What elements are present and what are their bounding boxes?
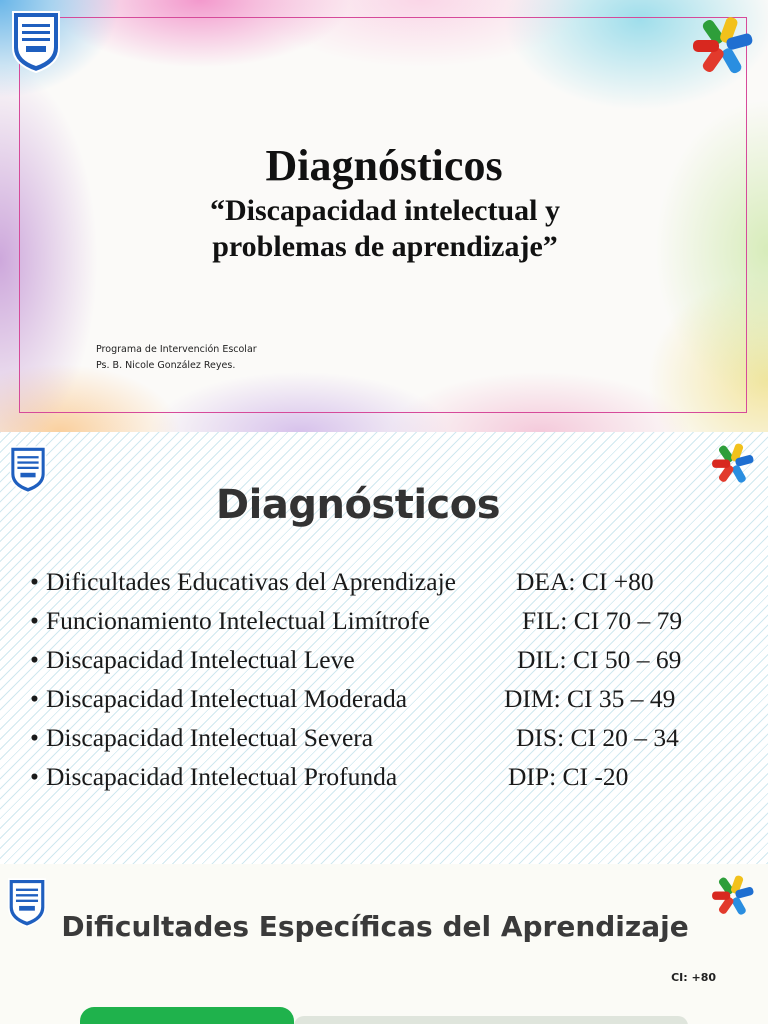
diagnosis-code: DIM: CI 35 – 49 (504, 684, 676, 713)
bullet: • (30, 684, 39, 713)
program-name: Programa de Intervención Escolar (96, 344, 257, 355)
credits (96, 342, 257, 374)
learning-difficulties-slide (0, 864, 768, 1024)
diagnosis-code: FIL: CI 70 – 79 (522, 606, 683, 635)
slide-subtitle: “Discapacidad intelectual y problemas de aprendizaje” (210, 194, 560, 263)
diagnosis-code: DEA: CI +80 (516, 567, 654, 596)
diagnosis-name: Discapacidad Intelectual Profunda (46, 762, 398, 791)
bullet: • (30, 723, 39, 752)
title-slide (0, 0, 768, 432)
author-name: Ps. B. Nicole González Reyes. (96, 360, 236, 371)
bullet: • (30, 567, 39, 596)
hands-logo (690, 10, 756, 80)
diagnosis-name: Dificultades Educativas del Aprendizaje (46, 567, 456, 596)
hands-logo (710, 438, 756, 488)
ci-label: CI: +80 (671, 971, 716, 984)
bullet: • (30, 606, 39, 635)
diagnosis-name: Discapacidad Intelectual Severa (46, 723, 374, 752)
slide-heading: Dificultades Específicas del Aprendizaje (61, 910, 689, 943)
diagnosis-name: Funcionamiento Intelectual Limítrofe (46, 606, 430, 635)
bullet: • (30, 762, 39, 791)
slide-heading: Diagnósticos (215, 482, 501, 528)
diagnosis-code: DIL: CI 50 – 69 (517, 645, 682, 674)
grey-tab-shape (294, 1016, 688, 1024)
slide-title: Diagnósticos (265, 141, 503, 190)
diagnoses-slide (0, 432, 768, 864)
diagnosis-name: Discapacidad Intelectual Moderada (46, 684, 408, 713)
school-shield-logo (10, 8, 62, 74)
diagnosis-name: Discapacidad Intelectual Leve (46, 645, 355, 674)
diagnosis-code: DIP: CI -20 (508, 762, 629, 791)
bullet: • (30, 645, 39, 674)
green-tab-shape (80, 1007, 294, 1024)
diagnosis-code: DIS: CI 20 – 34 (516, 723, 679, 752)
